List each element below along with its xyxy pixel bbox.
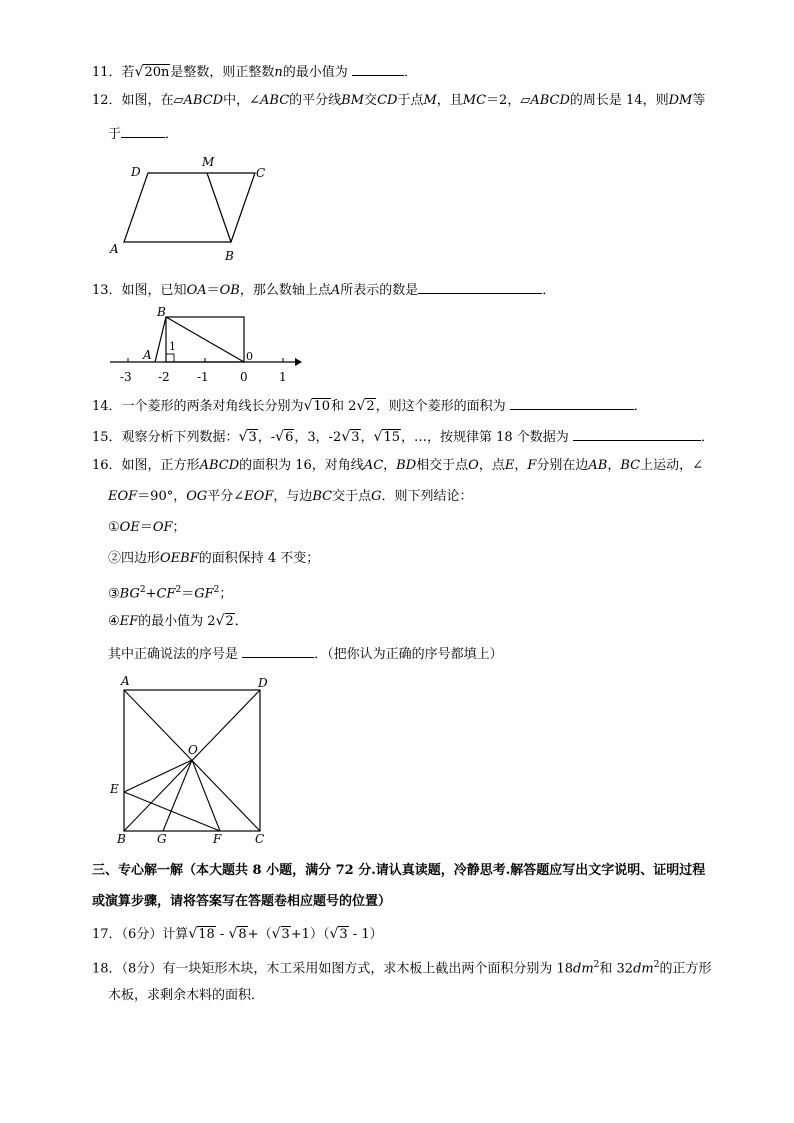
question-18-line2: [108, 987, 264, 1005]
text-span: [329, 925, 348, 944]
text-span: 18: [198, 927, 215, 942]
tick-label: 1: [279, 370, 287, 384]
text-span: AB: [588, 458, 608, 473]
text-span: ，且: [436, 93, 463, 108]
parallelogram-figure: [105, 150, 275, 265]
text-span: ．（把你认为正确的序号都填上）: [314, 647, 503, 662]
text-span: ＝90°，: [137, 489, 187, 504]
text-span: [124, 760, 192, 792]
square-figure: [105, 672, 280, 850]
text-span: ，点: [478, 458, 505, 473]
text-span: 中，∠: [223, 93, 261, 108]
text-span: 所表示的数是: [340, 283, 419, 298]
text-span: OA: [186, 283, 207, 298]
text-span: ．则下列结论：: [381, 489, 473, 504]
text-span: [124, 792, 220, 831]
text-span: 2: [175, 585, 182, 595]
text-span: OF: [152, 520, 173, 535]
text-span: ，-: [257, 430, 276, 445]
label-d: D: [131, 165, 141, 179]
text-span: AC: [363, 458, 384, 473]
label-m: M: [202, 155, 215, 169]
text-span: O: [468, 458, 479, 473]
text-span: ＝: [181, 586, 195, 602]
text-span: √: [188, 926, 198, 942]
tick-label: -2: [158, 370, 170, 384]
text-span: ＝: [139, 520, 153, 535]
text-span: OEBF: [160, 551, 199, 566]
text-span: 的最小值为 2: [138, 614, 216, 629]
text-span: 如图，在▱: [121, 93, 184, 108]
text-span: 如图，已知: [121, 283, 187, 298]
text-span: [272, 925, 291, 944]
q-number: 18．: [92, 961, 122, 977]
text-span: 和 2: [331, 399, 357, 414]
question-11: [92, 61, 417, 82]
text-span: [163, 760, 192, 831]
label-e: E: [110, 782, 119, 796]
text-span: ④: [108, 614, 120, 629]
text-span: [166, 354, 174, 362]
tick-label: -1: [197, 370, 209, 384]
question-14: [92, 395, 647, 416]
text-span: ＝: [206, 283, 220, 298]
text-span: 的周长是 14，则: [569, 93, 669, 108]
text-span: √: [215, 613, 225, 629]
text-span: ABCD: [183, 93, 224, 108]
text-span: BM: [341, 93, 365, 108]
q-number: 13．: [92, 283, 122, 298]
text-span: ．: [633, 399, 647, 414]
label-c: C: [255, 832, 265, 846]
answer-blank[interactable]: [418, 279, 542, 294]
text-span: ．: [165, 127, 179, 142]
label-d: D: [258, 676, 268, 690]
answer-blank[interactable]: [573, 426, 701, 441]
text-span: DM: [668, 93, 693, 108]
text-span: 如图，正方形: [121, 458, 200, 473]
text-span: √: [329, 926, 339, 942]
label-a: A: [143, 348, 152, 362]
text-span: 2: [139, 585, 146, 595]
label-f: F: [213, 832, 222, 846]
text-span: OB: [219, 283, 240, 298]
text-span: 的平分线: [289, 93, 342, 108]
text-span: √: [228, 926, 238, 942]
text-span: dm: [633, 961, 654, 977]
label-1: 1: [169, 340, 176, 353]
text-span: ②四边形: [108, 551, 161, 566]
text-span: ．: [700, 430, 714, 445]
text-span: ，3，-2: [294, 430, 342, 445]
conclusion-3: [108, 581, 232, 603]
text-span: [124, 173, 255, 242]
text-span: ，…，按规律第 18 个数据为: [401, 430, 569, 445]
text-span: [295, 358, 302, 366]
text-span: 三、专心解一解（本大题共 8 小题，满分 72 分.请认真读题，冷静思考.解答题应写出文字说明、证明过程: [92, 863, 706, 878]
text-span: [304, 397, 331, 416]
text-span: [356, 397, 375, 416]
text-span: BC: [620, 458, 641, 473]
label-0: 0: [246, 350, 253, 363]
text-span: [216, 612, 235, 631]
q-number: 12．: [92, 93, 122, 108]
text-span: [192, 760, 220, 831]
text-span: ．: [542, 283, 556, 298]
text-span: BG: [119, 586, 140, 602]
text-span: 的面积保持 4 不变；: [198, 551, 320, 566]
punct: ．: [403, 65, 417, 80]
section-3-heading: [92, 862, 705, 880]
text-span: 2: [366, 399, 375, 414]
text-span: 20n: [144, 65, 170, 80]
text-span: ABCD: [530, 93, 570, 108]
question-16: [92, 457, 703, 475]
text-span: A: [330, 283, 341, 298]
text-span: ①: [108, 520, 120, 535]
text-span: [228, 925, 247, 944]
text-span: ，: [607, 458, 621, 473]
text-span: EOF: [108, 489, 138, 504]
text-span: MC: [462, 93, 487, 108]
text-span: EF: [119, 614, 139, 629]
text-span: 6: [285, 430, 294, 445]
text-span: 的面积为 16，对角线: [239, 458, 364, 473]
text-span: √: [373, 429, 383, 445]
tick-label: 0: [240, 370, 248, 384]
text-span: CD: [377, 93, 398, 108]
text-span: 3: [248, 430, 257, 445]
text-span: 2: [593, 960, 600, 970]
text-span: 上运动，∠: [640, 458, 704, 473]
text-span: +（: [247, 927, 272, 942]
text-span: +1）（: [290, 927, 330, 942]
number-line-figure: [105, 303, 305, 385]
text-span: M: [423, 93, 437, 108]
question-13: [92, 279, 555, 300]
text-span: 交于点: [332, 489, 372, 504]
q-number: 11．: [92, 65, 122, 80]
text-span: （8分）有一块矩形木块，木工采用如图方式，求木板上截出两个面积分别为 18: [121, 961, 573, 977]
text-span: ，: [360, 430, 374, 445]
text-span: GF: [194, 586, 214, 602]
question-18: [92, 956, 711, 978]
answer-blank[interactable]: [121, 123, 165, 138]
conclusion-4: [108, 612, 248, 631]
text-span: 和 32: [599, 961, 634, 977]
question-15: [92, 426, 714, 447]
label-c: C: [256, 166, 266, 180]
text-span: 平分∠: [207, 489, 245, 504]
label-b: B: [117, 832, 126, 846]
text-span: 相交于点: [416, 458, 469, 473]
text-span: G: [371, 489, 382, 504]
question-12-line2: [108, 123, 178, 144]
text-span: 或演算步骤，请将答案写在答题卷相应题号的位置）: [92, 894, 392, 909]
variable: n: [274, 65, 283, 80]
text-span: （6分）计算: [121, 927, 189, 942]
label-b: B: [225, 249, 234, 263]
text-span: √: [303, 398, 313, 414]
label-g: G: [157, 832, 167, 846]
text-span: [374, 428, 401, 447]
text-span: [239, 428, 258, 447]
question-16-prompt: [108, 643, 503, 664]
answer-blank[interactable]: [352, 61, 404, 76]
q-text: 是整数，则正整数: [170, 65, 275, 80]
text-span: 3: [339, 927, 348, 942]
text-span: 于点: [397, 93, 424, 108]
q-text: 的最小值为: [282, 65, 348, 80]
text-span: 一个菱形的两条对角线长分别为: [121, 399, 304, 414]
text-span: √: [275, 429, 285, 445]
text-span: 2: [653, 960, 660, 970]
text-span: [275, 428, 294, 447]
text-span: 观察分析下列数据：: [121, 430, 239, 445]
label-b: B: [157, 305, 166, 319]
text-span: EOF: [244, 489, 274, 504]
conclusion-1: [108, 519, 186, 537]
text-span: ③: [108, 586, 120, 602]
text-span: OE: [119, 520, 140, 535]
text-span: [188, 925, 215, 944]
q-number: 17．: [92, 927, 122, 942]
text-span: ABC: [260, 93, 290, 108]
conclusion-2: [108, 550, 319, 568]
question-17: [92, 925, 383, 944]
text-span: ＝2，▱: [486, 93, 531, 108]
text-span: √: [134, 64, 144, 80]
text-span: ，: [383, 458, 397, 473]
text-span: 其中正确说法的序号是: [108, 647, 239, 662]
text-span: ；: [172, 520, 186, 535]
text-span: √: [271, 926, 281, 942]
q-number: 14．: [92, 399, 122, 414]
text-span: √: [356, 398, 366, 414]
answer-blank[interactable]: [510, 395, 634, 410]
question-12: [92, 92, 705, 110]
text-span: ，与边: [273, 489, 313, 504]
text-span: OG: [186, 489, 208, 504]
label-a: A: [110, 242, 119, 256]
sqrt-expression: [135, 63, 171, 82]
text-span: ，那么数轴上点: [239, 283, 331, 298]
answer-blank[interactable]: [242, 643, 314, 658]
text-span: 8: [238, 927, 247, 942]
text-span: +: [145, 586, 157, 602]
text-span: dm: [573, 961, 594, 977]
text-span: 2: [225, 614, 234, 629]
text-span: ；: [219, 586, 233, 602]
text-span: 于: [108, 127, 122, 142]
text-span: [166, 317, 244, 362]
text-span: CF: [156, 586, 176, 602]
section-3-heading-line2: [92, 893, 391, 911]
text-span: BD: [396, 458, 417, 473]
label-o: O: [188, 743, 198, 757]
text-span: F: [527, 458, 537, 473]
text-span: 木板，求剩余木料的面积．: [108, 988, 265, 1003]
text-span: 的正方形: [659, 961, 712, 977]
text-span: [341, 428, 360, 447]
text-span: 2: [213, 585, 220, 595]
text-span: 交: [364, 93, 378, 108]
q-number: 16．: [92, 458, 122, 473]
text-span: E: [504, 458, 515, 473]
text-span: BC: [312, 489, 333, 504]
text-span: 15: [383, 430, 400, 445]
text-span: - 1）: [348, 927, 383, 942]
q-text: 若: [121, 65, 135, 80]
text-span: [155, 317, 166, 362]
text-span: ，则这个菱形的面积为: [375, 399, 506, 414]
text-span: 3: [281, 927, 290, 942]
text-span: ABCD: [199, 458, 240, 473]
question-16-line2: [108, 488, 473, 506]
text-span: 10: [313, 399, 331, 414]
label-a: A: [121, 674, 130, 688]
text-span: -: [215, 927, 229, 942]
text-span: ．: [234, 614, 248, 629]
text-span: √: [238, 429, 248, 445]
text-span: ，: [514, 458, 528, 473]
text-span: 3: [351, 430, 360, 445]
tick-label: -3: [120, 370, 132, 384]
text-span: 分别在边: [536, 458, 589, 473]
text-span: √: [341, 429, 351, 445]
q-number: 15．: [92, 430, 122, 445]
text-span: [207, 173, 231, 242]
text-span: 等: [692, 93, 706, 108]
